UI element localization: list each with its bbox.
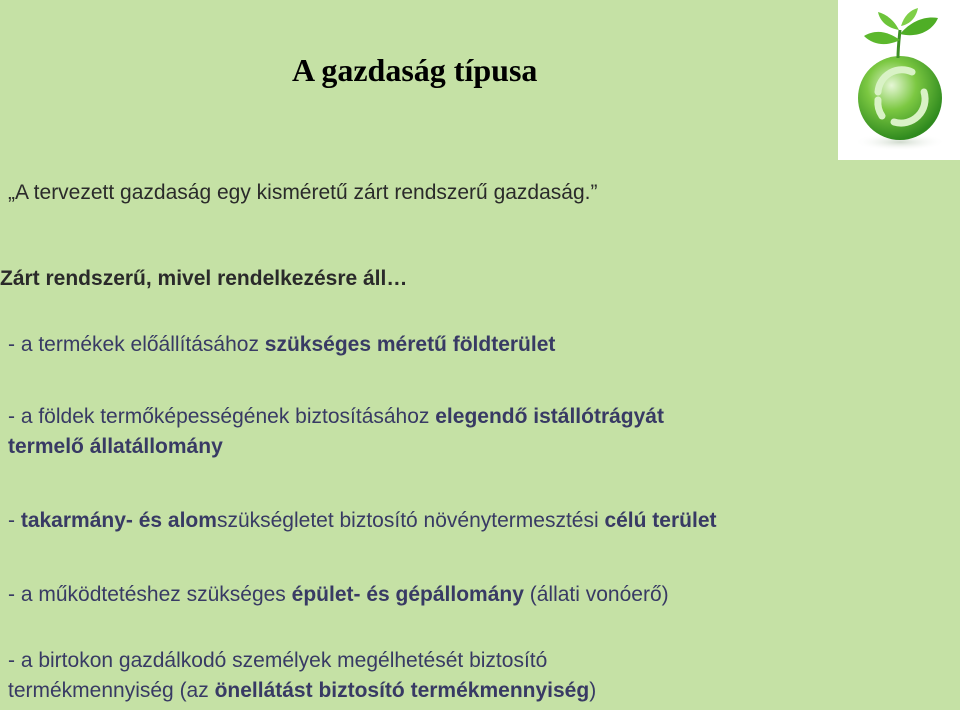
item-bold: önellátást biztosító termékmennyiség	[214, 679, 590, 702]
list-item-land	[8, 330, 555, 360]
item-line1: - a birtokon gazdálkodó személyek megélhetését biztosító	[8, 649, 548, 672]
item-suffix: )	[589, 679, 597, 702]
item-prefix: - a földek termőképességének biztosításához	[8, 405, 436, 428]
item-bold-line2: termelő állatállomány	[8, 435, 223, 458]
list-item-buildings	[8, 580, 669, 610]
list-item-crop-area	[8, 506, 717, 536]
item-suffix: (állati vonóerő)	[523, 583, 669, 606]
plant-globe-recycle-icon	[838, 0, 960, 160]
item-bold: szükséges méretű földterület	[264, 333, 556, 356]
item-middle: szükségletet biztosító növénytermesztési	[216, 509, 605, 532]
item-prefix: -	[8, 509, 21, 532]
item-prefix: termékmennyiség (az	[8, 679, 215, 702]
item-bold: takarmány- és alom	[20, 509, 217, 532]
slide-title: A gazdaság típusa	[292, 52, 538, 88]
item-bold-2: célú terület	[604, 509, 717, 532]
intro-text	[0, 264, 407, 294]
list-item-subsistence	[8, 646, 596, 706]
item-bold: épület- és gépállomány	[291, 583, 524, 606]
intro-bold: Zárt rendszerű, mivel rendelkezésre áll…	[0, 267, 408, 290]
list-item-livestock	[8, 402, 664, 462]
item-prefix: - a termékek előállításához	[8, 333, 265, 356]
quote-text: „A tervezett gazdaság egy kisméretű zárt rendszerű gazdaság.”	[8, 181, 598, 204]
item-prefix: - a működtetéshez szükséges	[8, 583, 292, 606]
item-bold: elegendő istállótrágyát	[435, 405, 664, 428]
